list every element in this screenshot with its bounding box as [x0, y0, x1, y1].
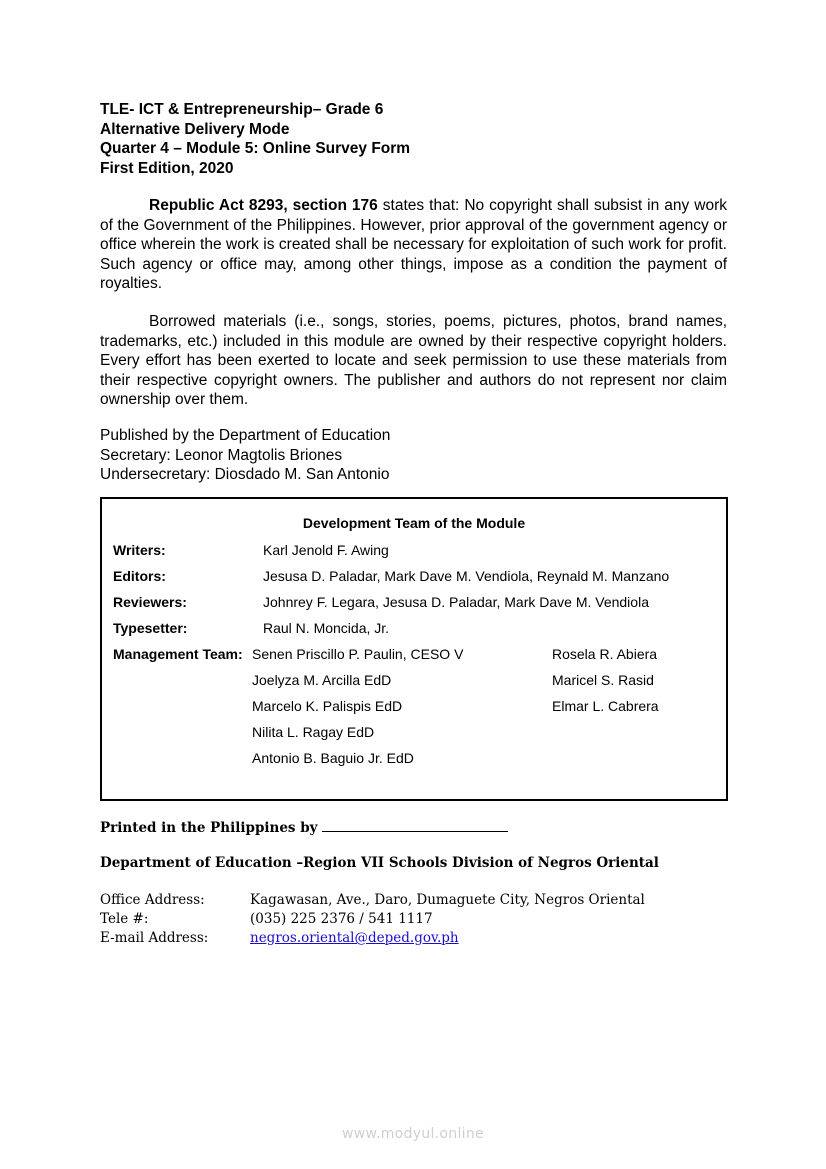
email-label: E-mail Address: — [100, 930, 209, 946]
undersecretary: Undersecretary: Diosdado M. San Antonio — [100, 466, 390, 483]
dev-team-label: Writers: — [113, 542, 166, 558]
management-team-label: Management Team: — [113, 646, 243, 662]
dev-team-value: Raul N. Moncida, Jr. — [263, 620, 390, 636]
development-team-title: Development Team of the Module — [302, 515, 526, 531]
management-member: Senen Priscillo P. Paulin, CESO V — [252, 646, 464, 662]
management-member: Marcelo K. Palispis EdD — [252, 698, 403, 714]
module-title: Quarter 4 – Module 5: Online Survey Form — [100, 140, 411, 157]
title-block — [100, 100, 410, 178]
management-member: Rosela R. Abiera — [552, 646, 658, 662]
copyright-paragraph — [100, 196, 727, 294]
copyright-law-reference: Republic Act 8293, section 176 — [149, 197, 378, 214]
management-member: Elmar L. Cabrera — [552, 698, 659, 714]
dev-team-value: Jesusa D. Paladar, Mark Dave M. Vendiola, Reynald M. Manzano — [263, 568, 670, 584]
secretary: Secretary: Leonor Magtolis Briones — [100, 446, 343, 464]
edition: First Edition, 2020 — [100, 159, 234, 177]
watermark: www.modyul.online — [342, 1126, 484, 1142]
office-address-value: Kagawasan, Ave., Daro, Dumaguete City, Negros Oriental — [250, 892, 645, 908]
management-member: Nilita L. Ragay EdD — [252, 724, 375, 740]
published-by: Published by the Department of Education — [100, 427, 391, 444]
dev-team-value: Johnrey F. Legara, Jesusa D. Paladar, Mark Dave M. Vendiola — [263, 594, 649, 610]
dev-team-label: Reviewers: — [113, 594, 187, 610]
copyright-text: states that: No copyright shall subsist in any work of the Government of the Philippines. However, prior approval of the government agency or office wherein the work is created shall be necessary for exploitation of such work for profit. Such agency or office may, among other things, impose as a condition the payment of royalties. — [100, 197, 727, 292]
printer-blank-line — [322, 819, 508, 832]
management-member: Joelyza M. Arcilla EdD — [252, 672, 392, 688]
borrowed-materials-text: Borrowed materials (i.e., songs, stories, poems, pictures, photos, brand names, trademarks, etc.) included in this module are owned by their respective copyright holders. Every effort has been exerted to locate and seek permission to use these materials from their respective copyright owners. The publisher and authors do not represent nor claim ownership over them. — [100, 313, 727, 408]
publisher-block — [100, 426, 390, 485]
development-team-box — [100, 497, 728, 801]
dev-team-label: Typesetter: — [113, 620, 188, 636]
borrowed-materials-paragraph — [100, 312, 727, 410]
office-address-label: Office Address: — [100, 892, 205, 908]
printed-in-label: Printed in the Philippines by — [100, 820, 318, 836]
telephone-value: (035) 225 2376 / 541 1117 — [250, 911, 433, 927]
module-subject-title: TLE- ICT & Entrepreneurship– Grade 6 — [100, 101, 384, 118]
email-link[interactable]: negros.oriental@deped.gov.ph — [250, 930, 459, 946]
management-member: Antonio B. Baguio Jr. EdD — [252, 750, 414, 766]
printed-in-line — [100, 819, 508, 836]
management-member: Maricel S. Rasid — [552, 672, 654, 688]
deped-region-heading: Department of Education –Region VII Schools Division of Negros Oriental — [100, 855, 659, 871]
dev-team-value: Karl Jenold F. Awing — [263, 542, 389, 558]
dev-team-label: Editors: — [113, 568, 166, 584]
delivery-mode: Alternative Delivery Mode — [100, 120, 290, 138]
telephone-label: Tele #: — [100, 911, 149, 927]
